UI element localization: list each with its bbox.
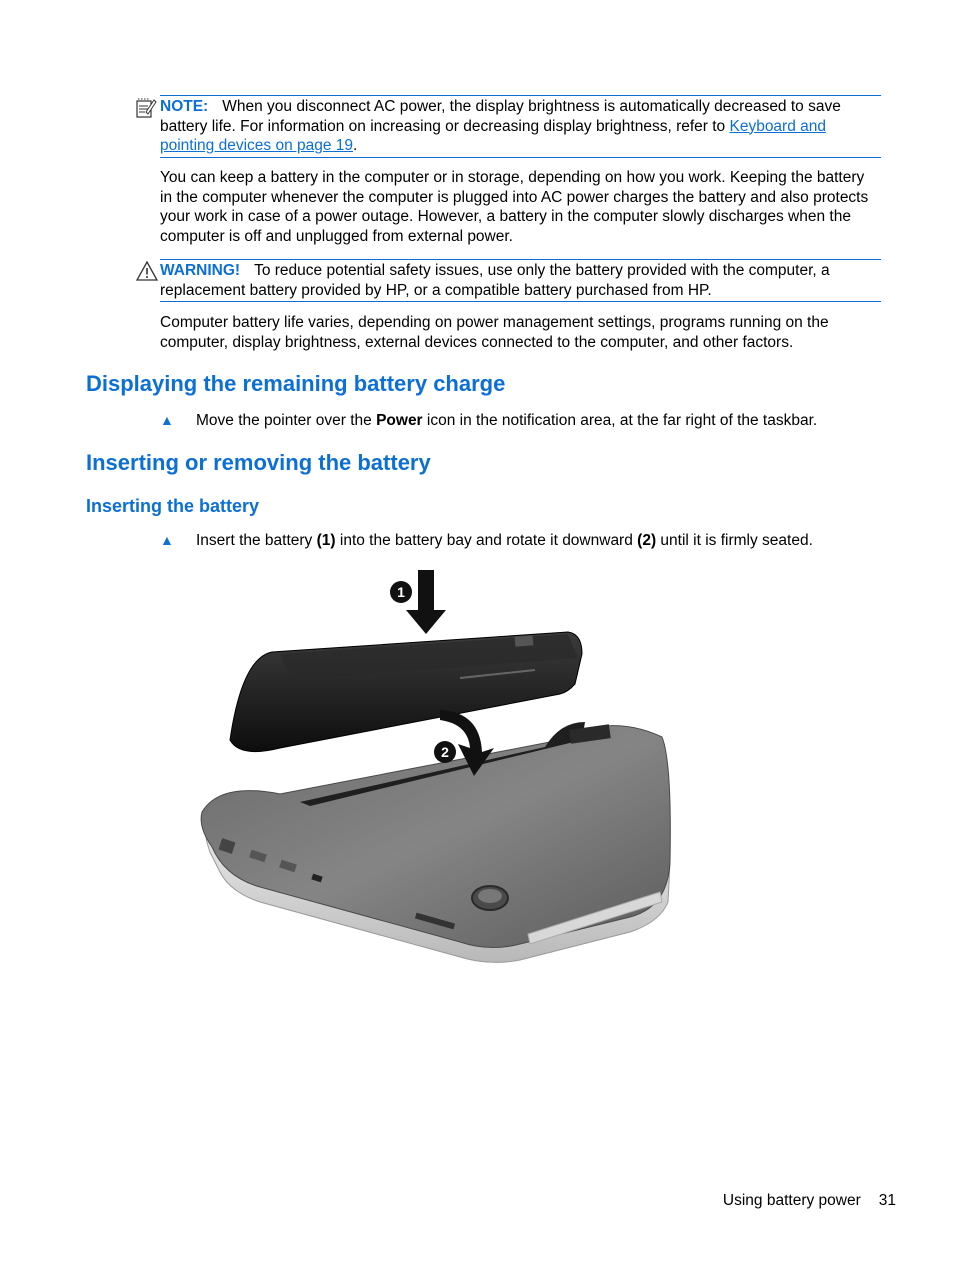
keyboard-pointing-link[interactable]: Keyboard and pointing devices on page 19 (160, 117, 827, 154)
callout-2-label: 2 (441, 744, 449, 760)
note-callout (160, 95, 881, 158)
insert-text-2: into the battery bay and rotate it downward (335, 532, 638, 549)
step-text-1: Move the pointer over the (196, 412, 377, 429)
warning-body: To reduce potential safety issues, use only the battery provided with the computer, a replacement battery provided by HP, or a compatible battery purchased from HP. (160, 262, 830, 299)
warning-label: WARNING! (160, 262, 241, 279)
callout-ref-1: (1) (316, 532, 336, 549)
callout-1-label: 1 (397, 584, 405, 600)
heading-displaying-charge: Displaying the remaining battery charge (86, 371, 506, 396)
warning-text (160, 261, 881, 300)
battery-insertion-illustration (190, 562, 680, 972)
insert-text-3: until it is firmly seated. (656, 532, 813, 549)
power-bold: Power (376, 412, 423, 429)
callout-ref-2: (2) (637, 532, 657, 549)
heading-inserting-removing: Inserting or removing the battery (86, 450, 431, 475)
subheading-inserting: Inserting the battery (86, 496, 260, 516)
battery-life-paragraph: Computer battery life varies, depending on power management settings, programs running on the computer, display brightness, external devices connected to the computer, and other factors. (160, 314, 829, 351)
insert-text-1: Insert the battery (196, 532, 317, 549)
step-move-pointer (160, 410, 817, 431)
triangle-bullet-icon: ▲ (160, 412, 174, 428)
note-end: . (353, 137, 358, 154)
warning-callout (160, 259, 881, 302)
step-text-2: icon in the notification area, at the far right of the taskbar. (422, 412, 818, 429)
warning-icon (136, 261, 158, 281)
note-label: NOTE: (160, 98, 209, 115)
footer-section: Using battery power (722, 1192, 861, 1209)
battery-storage-paragraph: You can keep a battery in the computer or in storage, depending on how you work. Keeping the battery in the computer whenever the computer is plugged into AC power charges the battery and also protects your work in case of a power outage. However, a battery in the computer slowly discharges when the computer is off and unplugged from external power. (160, 169, 869, 245)
note-text (160, 97, 881, 156)
page-footer (705, 1192, 896, 1210)
triangle-bullet-icon: ▲ (160, 532, 174, 548)
page-number: 31 (878, 1192, 896, 1209)
note-body: When you disconnect AC power, the display brightness is automatically decreased to save battery life. For information on increasing or decreasing display brightness, refer to (160, 98, 841, 135)
step-insert-battery (160, 530, 813, 551)
note-icon (135, 97, 157, 119)
